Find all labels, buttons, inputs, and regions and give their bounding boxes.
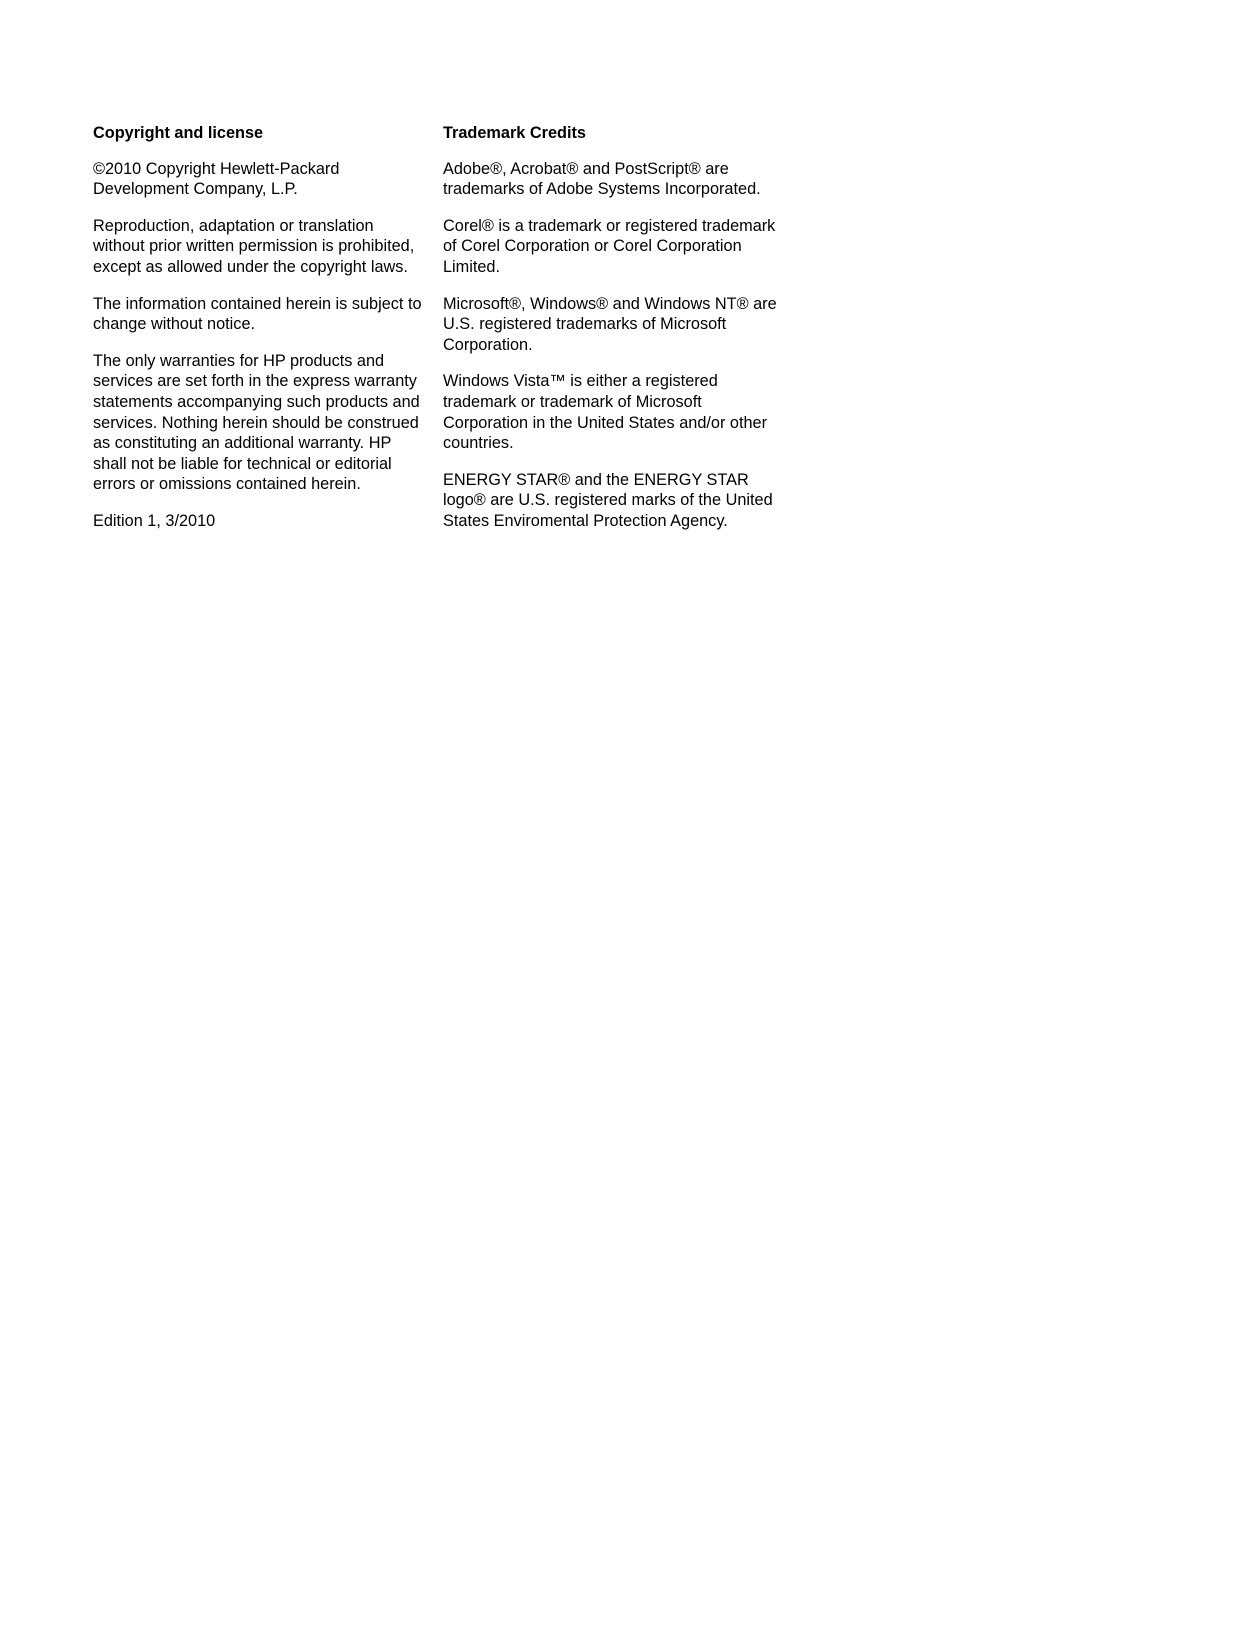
change-notice: The information contained herein is subject to change without notice. [93, 294, 422, 334]
trademark-heading: Trademark Credits [443, 124, 586, 142]
copyright-notice: ©2010 Copyright Hewlett-Packard Development Company, L.P. [93, 159, 340, 199]
corel-trademark: Corel® is a trademark or registered trademark of Corel Corporation or Corel Corporation Limited. [443, 216, 776, 276]
reproduction-notice: Reproduction, adaptation or translation without prior written permission is prohibited, except as allowed under the copyright laws. [93, 216, 415, 276]
copyright-heading: Copyright and license [93, 124, 264, 142]
trademark-section [443, 123, 783, 548]
copyright-section [93, 123, 423, 548]
adobe-trademark: Adobe®, Acrobat® and PostScript® are trademarks of Adobe Systems Incorporated. [443, 159, 761, 199]
energy-star-trademark: ENERGY STAR® and the ENERGY STAR logo® are U.S. registered marks of the United States Enviromental Protection Agency. [443, 470, 773, 530]
vista-trademark: Windows Vista™ is either a registered trademark or trademark of Microsoft Corporation in the United States and/or other countries. [443, 372, 768, 453]
warranty-notice: The only warranties for HP products and services are set forth in the express warranty statements accompanying such products and services. Nothing herein should be construed as constituting an additional warranty. HP shall not be liable for technical or editorial errors or omissions contained herein. [93, 351, 420, 494]
microsoft-trademark: Microsoft®, Windows® and Windows NT® are U.S. registered trademarks of Microsoft Corporation. [443, 294, 777, 354]
edition-info: Edition 1, 3/2010 [93, 511, 216, 530]
